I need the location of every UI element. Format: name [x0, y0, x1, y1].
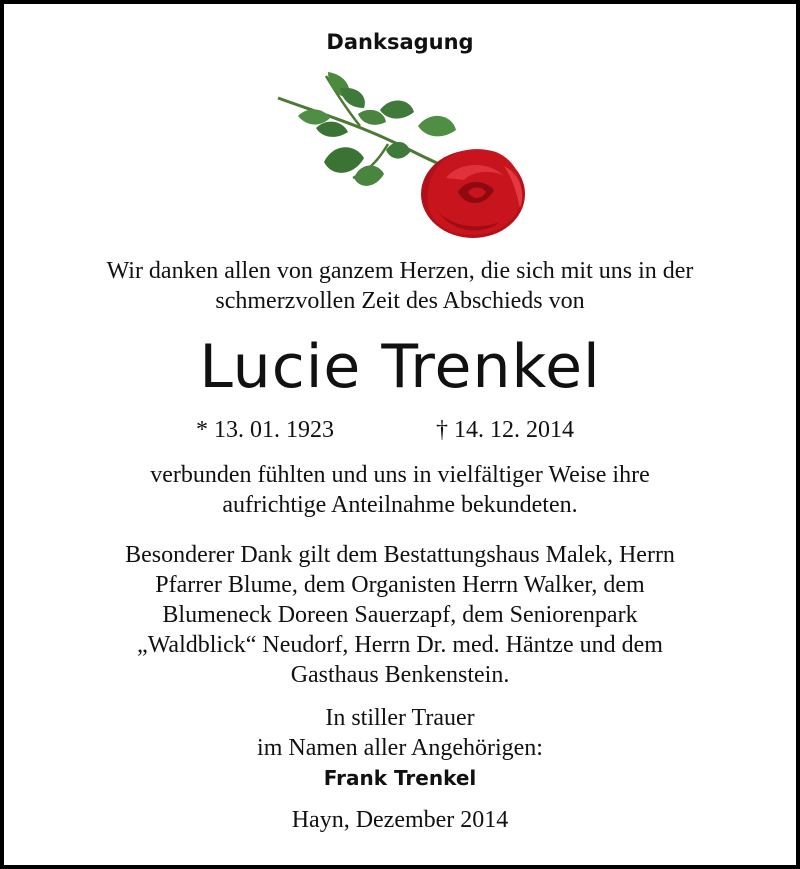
closing-line: In stiller Trauer	[325, 705, 475, 731]
mourning-closing	[0, 703, 800, 763]
sympathy-text	[0, 460, 800, 520]
intro-line: schmerzvollen Zeit des Abschieds von	[215, 288, 585, 314]
red-rose-icon	[268, 66, 528, 241]
signer-name: Frank Trenkel	[323, 766, 477, 790]
intro-text	[0, 256, 800, 316]
sympathy-line: aufrichtige Anteilnahme bekundeten.	[222, 492, 578, 518]
special-thanks-text	[0, 540, 800, 690]
heading: Danksagung	[326, 30, 474, 54]
thanks-line: Blumeneck Doreen Sauerzapf, dem Seniorenpark	[162, 602, 638, 628]
birth-date: * 13. 01. 1923	[196, 417, 334, 443]
intro-line: Wir danken allen von ganzem Herzen, die sich mit uns in der	[106, 258, 694, 284]
thanks-line: Gasthaus Benkenstein.	[290, 662, 510, 688]
thanks-line: Pfarrer Blume, dem Organisten Herrn Walker, dem	[155, 572, 645, 598]
closing-line: im Namen aller Angehörigen:	[257, 735, 543, 761]
death-date: † 14. 12. 2014	[436, 417, 574, 443]
sympathy-line: verbunden fühlten und uns in vielfältiger Weise ihre	[150, 462, 650, 488]
thanks-line: „Waldblick“ Neudorf, Herrn Dr. med. Häntze und dem	[137, 632, 663, 658]
thanks-line: Besonderer Dank gilt dem Bestattungshaus Malek, Herrn	[125, 542, 675, 568]
deceased-name: Lucie Trenkel	[199, 332, 601, 402]
place-date: Hayn, Dezember 2014	[291, 807, 509, 833]
